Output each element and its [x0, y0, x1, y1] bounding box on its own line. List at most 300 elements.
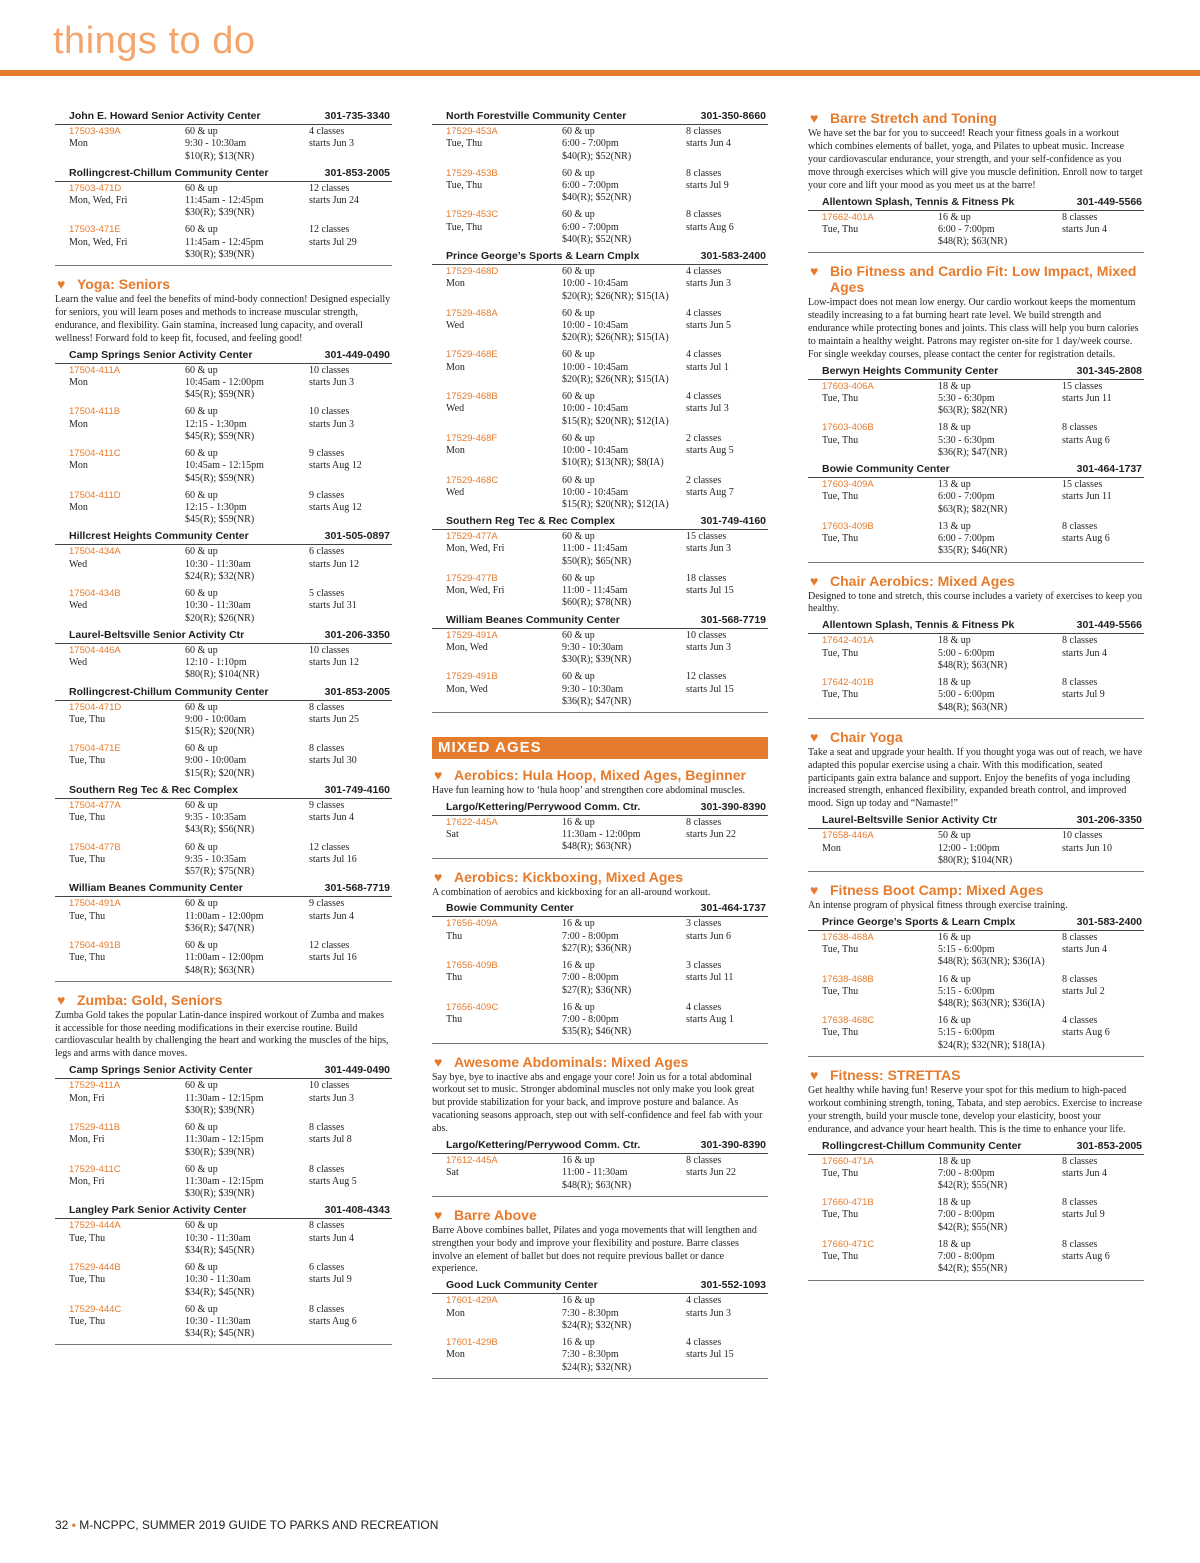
course-code: 17529-444B: [69, 1262, 121, 1273]
class-start: starts Aug 6: [686, 221, 734, 233]
class-fee: $63(R); $82(NR): [938, 503, 1008, 515]
class-code-days: [446, 391, 556, 416]
class-schedule: [309, 645, 399, 670]
class-count: 8 classes: [1062, 422, 1098, 434]
venue-block: [808, 619, 1144, 718]
class-days: Wed: [69, 600, 88, 612]
class-count: 4 classes: [686, 349, 722, 361]
class-details: [185, 702, 310, 739]
class-count: 4 classes: [1062, 1015, 1098, 1027]
class-start: starts Jul 15: [686, 1349, 734, 1361]
class-schedule: [309, 842, 399, 867]
class-row: [432, 959, 768, 1001]
class-details: [938, 381, 1063, 418]
venue-name: Langley Park Senior Activity Center: [69, 1204, 247, 1217]
class-details: [185, 1304, 310, 1341]
venue-block: [432, 1139, 768, 1197]
course-code: 17529-453B: [446, 167, 498, 179]
class-start: starts Jun 4: [1062, 647, 1107, 659]
class-details: [938, 1156, 1063, 1193]
age-range: 18 & up: [938, 1197, 971, 1209]
venue-block: [432, 515, 768, 613]
class-row: [808, 211, 1144, 253]
venue-phone: 301-505-0897: [324, 530, 390, 543]
course-code: 17642-401B: [822, 677, 874, 688]
class-time: 10:00 - 10:45am: [562, 403, 629, 415]
venue-header: [808, 619, 1144, 634]
class-start: starts Jun 10: [1062, 842, 1112, 854]
class-row: [432, 167, 768, 209]
class-count: 8 classes: [686, 167, 722, 179]
class-row: [55, 364, 392, 406]
class-row: [55, 1303, 392, 1345]
section: [432, 869, 768, 900]
section: [432, 1207, 768, 1277]
class-fee: $45(R); $59(NR): [185, 472, 255, 484]
class-time: 9:30 - 10:30am: [562, 683, 624, 695]
section-title-text: Awesome Abdominals: Mixed Ages: [454, 1053, 689, 1070]
class-schedule: [686, 168, 776, 193]
class-time: 10:00 - 10:45am: [562, 278, 629, 290]
venue-name: William Beanes Community Center: [446, 613, 620, 626]
age-range: 60 & up: [562, 391, 595, 403]
heart-icon: ♥: [810, 110, 819, 126]
class-row: [55, 125, 392, 167]
class-details: [185, 546, 310, 583]
class-start: starts Jun 3: [686, 543, 731, 555]
course-code: 17658-446A: [822, 830, 874, 842]
heart-icon: ♥: [810, 572, 819, 589]
class-row: [55, 447, 392, 489]
class-start: starts Jul 11: [686, 972, 734, 984]
venue-block: [55, 1064, 392, 1204]
class-row: [808, 1014, 1144, 1056]
venue-header: [808, 916, 1144, 931]
class-code-days: [822, 635, 932, 660]
heart-icon: ♥: [57, 276, 66, 293]
course-code: 17504-434A: [69, 546, 121, 558]
class-details: [562, 349, 687, 386]
class-time: 6:00 - 7:00pm: [562, 221, 619, 233]
age-range: 60 & up: [562, 629, 595, 641]
class-days: Tue, Thu: [446, 221, 483, 233]
class-count: 4 classes: [686, 1337, 722, 1349]
age-range: 60 & up: [562, 671, 595, 683]
age-range: 13 & up: [938, 520, 971, 532]
class-days: Tue, Thu: [69, 1232, 106, 1244]
class-fee: $36(R); $47(NR): [562, 695, 632, 707]
block-end-rule: [808, 562, 1144, 563]
class-row: [55, 489, 392, 531]
class-details: [562, 960, 687, 997]
class-schedule: [309, 588, 399, 613]
class-schedule: [309, 448, 399, 473]
section-title-text: Aerobics: Kickboxing, Mixed Ages: [454, 868, 683, 885]
course-code: 17529-444C: [69, 1303, 122, 1315]
venue-header: [808, 1140, 1144, 1155]
class-details: [562, 573, 687, 610]
course-code: 17504-411C: [69, 448, 121, 460]
block-end-rule: [808, 718, 1144, 719]
venue-block: [55, 629, 392, 686]
class-row: [808, 973, 1144, 1015]
class-code-days: [822, 479, 932, 504]
class-start: starts Jun 4: [1062, 944, 1107, 956]
class-row: [432, 670, 768, 712]
class-schedule: [309, 898, 399, 923]
class-schedule: [309, 406, 399, 431]
class-count: 10 classes: [309, 406, 350, 418]
age-range: 60 & up: [562, 266, 595, 278]
class-details: [938, 1197, 1063, 1234]
section-title: [808, 263, 1144, 295]
venue-phone: 301-464-1737: [1076, 463, 1142, 476]
class-code-days: [822, 1197, 932, 1222]
class-details: [938, 1239, 1063, 1276]
venue-header: [55, 882, 392, 897]
age-range: 60 & up: [185, 898, 218, 910]
section-title-text: Barre Above: [454, 1206, 537, 1223]
age-range: 60 & up: [562, 432, 595, 444]
class-count: 8 classes: [686, 816, 722, 828]
class-code-days: [69, 898, 179, 923]
class-start: starts Jun 4: [1062, 223, 1107, 235]
age-range: 18 & up: [938, 1155, 971, 1167]
class-row: [432, 1001, 768, 1043]
venue-header: [55, 110, 392, 125]
class-fee: $30(R); $39(NR): [185, 207, 255, 219]
class-details: [938, 677, 1063, 714]
class-time: 7:30 - 8:30pm: [562, 1307, 619, 1319]
section-description: Have fun learning how to ‘hula hoop’ and strengthen core abdominal muscles.: [432, 784, 746, 796]
class-code-days: [822, 521, 932, 546]
class-row: [808, 676, 1144, 718]
venue-header: [432, 110, 768, 125]
class-count: 8 classes: [1062, 520, 1098, 532]
class-schedule: [686, 671, 776, 696]
class-details: [185, 224, 310, 261]
section-description: A combination of aerobics and kickboxing for an all-around workout.: [432, 886, 711, 898]
venue-name: Largo/Kettering/Perrywood Comm. Ctr.: [446, 800, 641, 813]
class-code-days: [446, 126, 556, 151]
class-time: 11:00 - 11:30am: [562, 1167, 628, 1179]
class-schedule: [1062, 974, 1152, 999]
class-schedule: [309, 940, 399, 965]
class-code-days: [69, 588, 179, 613]
title-rule: [0, 70, 1200, 76]
class-fee: $24(R); $32(NR): [562, 1319, 632, 1331]
class-code-days: [69, 406, 179, 431]
section: [808, 110, 1144, 193]
class-time: 11:45am - 12:45pm: [185, 236, 264, 248]
class-start: starts Aug 12: [309, 502, 362, 514]
class-time: 9:35 - 10:35am: [185, 812, 247, 824]
class-days: Mon, Wed, Fri: [69, 194, 128, 206]
class-code-days: [69, 224, 179, 249]
class-time: 10:00 - 10:45am: [562, 445, 629, 457]
class-days: Mon, Fri: [69, 1175, 105, 1187]
class-code-days: [446, 1295, 556, 1320]
class-row: [432, 1294, 768, 1336]
column-3: [808, 110, 1144, 1281]
class-row: [808, 520, 1144, 562]
venue-phone: 301-583-2400: [700, 250, 766, 263]
class-row: [432, 265, 768, 307]
class-details: [185, 1164, 310, 1201]
class-start: starts Aug 6: [1062, 533, 1110, 545]
section: [432, 767, 768, 798]
venue-name: Berwyn Heights Community Center: [822, 364, 999, 377]
class-row: [55, 1219, 392, 1261]
section-title: [432, 767, 768, 783]
class-time: 11:00 - 11:45am: [562, 543, 628, 555]
class-fee: $48(R); $63(NR): [938, 659, 1008, 671]
class-count: 10 classes: [1062, 830, 1103, 842]
venue-block: [55, 882, 392, 981]
class-row: [55, 223, 392, 265]
course-code: 17503-439A: [69, 126, 121, 137]
class-count: 8 classes: [1062, 931, 1098, 943]
class-time: 9:00 - 10:00am: [185, 713, 247, 725]
venue-block: [432, 1279, 768, 1378]
course-code: 17603-409A: [822, 479, 874, 491]
heart-icon: ♥: [810, 728, 819, 745]
class-row: [808, 1238, 1144, 1280]
block-end-rule: [432, 1043, 768, 1044]
venue-header: [55, 1064, 392, 1079]
class-time: 9:30 - 10:30am: [185, 138, 247, 150]
course-code: 17529-468C: [446, 474, 499, 486]
class-start: starts Jun 4: [309, 910, 354, 922]
course-code: 17503-471D: [69, 182, 122, 194]
class-code-days: [69, 183, 179, 208]
course-code: 17529-468B: [446, 391, 498, 403]
venue-phone: 301-568-7719: [700, 613, 766, 626]
venue-phone: 301-206-3350: [1076, 814, 1142, 827]
class-days: Mon: [69, 460, 88, 472]
class-count: 15 classes: [1062, 479, 1103, 491]
class-fee: $30(R); $39(NR): [185, 1188, 255, 1200]
footer-bullet: •: [71, 1518, 76, 1532]
class-row: [432, 348, 768, 390]
class-details: [185, 1220, 310, 1257]
class-fee: $40(R); $52(NR): [562, 150, 632, 162]
class-schedule: [309, 743, 399, 768]
venue-phone: 301-853-2005: [324, 685, 390, 698]
age-range: 60 & up: [185, 546, 218, 558]
class-days: Tue, Thu: [822, 491, 859, 503]
class-details: [185, 448, 310, 485]
course-code: 17603-409B: [822, 520, 874, 532]
class-code-days: [69, 1304, 179, 1329]
class-row: [55, 1079, 392, 1121]
section-title-text: Fitness Boot Camp: Mixed Ages: [830, 881, 1044, 898]
class-row: [432, 432, 768, 474]
class-fee: $20(R); $26(NR); $15(IA): [562, 332, 669, 344]
class-fee: $48(R); $63(NR): [562, 1179, 632, 1191]
age-range: 60 & up: [562, 572, 595, 584]
age-range: 60 & up: [185, 448, 218, 460]
class-count: 8 classes: [309, 1220, 345, 1232]
course-code: 17622-445A: [446, 816, 498, 828]
course-code: 17603-406B: [822, 422, 874, 434]
age-range: 60 & up: [185, 1220, 218, 1232]
section: [808, 882, 1144, 913]
venue-header: [55, 167, 392, 182]
class-schedule: [309, 365, 399, 390]
class-time: 5:30 - 6:30pm: [938, 434, 995, 446]
section-description: Barre Above combines ballet, Pilates and yoga movements that will lengthen and strengthen your body and improve your flexibility and posture. Barre classes involve an element of ballet but does not require previous ballet or dance experience.: [432, 1224, 757, 1275]
class-details: [185, 645, 310, 682]
venue-phone: 301-568-7719: [324, 882, 390, 895]
class-row: [432, 530, 768, 572]
venue-block: [55, 110, 392, 167]
class-start: starts Jun 3: [309, 418, 354, 430]
section-description: Say bye, bye to inactive abs and engage your core! Join us for a total abdominal workout set to music. Stronger abdominal muscles not only make you look great but provide stabilization for your back, and improve posture and balance. As vacationing seasons approach, step out with self-confidence and feel fab with your abs.: [432, 1071, 763, 1135]
class-start: starts Jun 3: [309, 1092, 354, 1104]
venue-name: Bowie Community Center: [446, 902, 574, 915]
class-row: [55, 587, 392, 629]
age-range: 16 & up: [562, 960, 595, 972]
class-details: [562, 671, 687, 708]
class-start: starts Jun 4: [309, 1232, 354, 1244]
class-start: starts Jun 3: [686, 1307, 731, 1319]
class-time: 5:00 - 6:00pm: [938, 689, 995, 701]
class-start: starts Jul 8: [309, 1134, 352, 1146]
class-days: Thu: [446, 972, 463, 984]
class-time: 7:00 - 8:00pm: [562, 930, 619, 942]
class-count: 5 classes: [309, 588, 345, 600]
course-code: 17656-409C: [446, 1001, 499, 1013]
class-fee: $48(R); $63(NR); $36(IA): [938, 998, 1045, 1010]
class-code-days: [446, 209, 556, 234]
class-fee: $24(R); $32(NR); $18(IA): [938, 1039, 1045, 1051]
age-range: 16 & up: [562, 1001, 595, 1013]
class-code-days: [69, 1164, 179, 1189]
venue-name: Southern Reg Tec & Rec Complex: [69, 783, 239, 796]
column-1: [55, 110, 392, 1345]
class-time: 5:00 - 6:00pm: [938, 647, 995, 659]
venue-name: North Forestville Community Center: [446, 110, 627, 122]
class-days: Tue, Thu: [822, 689, 859, 701]
class-count: 8 classes: [1062, 1238, 1098, 1250]
block-end-rule: [432, 858, 768, 859]
venue-name: Camp Springs Senior Activity Center: [69, 1064, 253, 1077]
age-range: 60 & up: [185, 1303, 218, 1315]
class-count: 9 classes: [309, 898, 345, 910]
heart-icon: ♥: [434, 868, 443, 885]
course-code: 17660-471A: [822, 1155, 874, 1167]
class-details: [185, 1262, 310, 1299]
class-time: 12:15 - 1:30pm: [185, 502, 247, 514]
class-start: starts Jun 11: [1062, 393, 1112, 405]
class-schedule: [686, 126, 776, 151]
age-range: 16 & up: [938, 931, 971, 943]
class-days: Tue, Thu: [69, 713, 106, 725]
age-range: 60 & up: [185, 1080, 218, 1092]
venue-header: [432, 1279, 768, 1294]
venue-name: Laurel-Beltsville Senior Activity Ctr: [69, 628, 245, 641]
class-row: [432, 1154, 768, 1196]
class-days: Sat: [446, 1167, 459, 1179]
section-title: [808, 729, 1144, 745]
class-schedule: [686, 209, 776, 234]
course-code: 17638-468A: [822, 931, 874, 943]
class-days: Mon: [446, 1349, 465, 1361]
venue-header: [432, 515, 768, 530]
venue-header: [808, 365, 1144, 380]
age-range: 18 & up: [938, 1238, 971, 1250]
class-schedule: [686, 573, 776, 598]
age-range: 60 & up: [185, 701, 218, 713]
class-schedule: [686, 960, 776, 985]
class-row: [432, 917, 768, 959]
class-fee: $34(R); $45(NR): [185, 1244, 255, 1256]
class-start: starts Jun 24: [309, 194, 359, 206]
class-time: 6:00 - 7:00pm: [938, 223, 995, 235]
venue-header: [55, 530, 392, 545]
class-row: [55, 182, 392, 224]
class-row: [55, 1261, 392, 1303]
section-title-text: Zumba: Gold, Seniors: [77, 991, 223, 1008]
class-start: starts Jul 30: [309, 755, 357, 767]
heart-icon: ♥: [810, 263, 819, 280]
class-fee: $57(R); $75(NR): [185, 866, 255, 878]
class-code-days: [822, 1015, 932, 1040]
class-days: Tue, Thu: [822, 393, 859, 405]
venue-name: Allentown Splash, Tennis & Fitness Pk: [822, 619, 1015, 632]
class-details: [562, 1295, 687, 1332]
class-schedule: [309, 1304, 399, 1329]
class-count: 8 classes: [1062, 973, 1098, 985]
class-time: 10:30 - 11:30am: [185, 1274, 251, 1286]
venue-name: Rollingcrest-Chillum Community Center: [69, 166, 269, 179]
class-fee: $10(R); $13(NR); $8(IA): [562, 457, 664, 469]
class-days: Mon: [446, 361, 465, 373]
heart-icon: ♥: [434, 1206, 443, 1223]
class-details: [938, 635, 1063, 672]
class-count: 8 classes: [1062, 211, 1098, 223]
class-details: [185, 588, 310, 625]
class-days: Tue, Thu: [69, 952, 106, 964]
section-title-text: Chair Aerobics: Mixed Ages: [830, 572, 1015, 589]
class-row: [55, 701, 392, 743]
class-fee: $30(R); $39(NR): [185, 248, 255, 260]
class-count: 8 classes: [686, 1155, 722, 1167]
section-title-text: Fitness: STRETTAS: [830, 1066, 961, 1083]
class-fee: $36(R); $47(NR): [185, 922, 255, 934]
class-time: 12:10 - 1:10pm: [185, 657, 247, 669]
course-code: 17529-444A: [69, 1220, 121, 1232]
venue-block: [432, 902, 768, 1043]
course-code: 17503-471E: [69, 224, 121, 236]
class-time: 9:00 - 10:00am: [185, 755, 247, 767]
venue-block: [808, 916, 1144, 1057]
class-count: 12 classes: [309, 182, 350, 194]
venue-block: [432, 250, 768, 515]
age-range: 60 & up: [185, 224, 218, 236]
class-days: Mon, Wed: [446, 683, 488, 695]
venue-phone: 301-853-2005: [1076, 1139, 1142, 1152]
section-description: Learn the value and feel the benefits of mind-body connection! Designed especially for seniors, you will learn poses and methods to increase muscular strength, endurance, and flexibility. Gain stamina, increased lung capacity, and overall wellness! Forward fold to keep fit, focused, and feeling good!: [55, 294, 391, 344]
class-row: [55, 939, 392, 981]
class-start: starts Jul 16: [309, 853, 357, 865]
class-days: Mon, Wed, Fri: [69, 236, 128, 248]
class-row: [808, 380, 1144, 422]
class-days: Tue, Thu: [69, 1274, 106, 1286]
section-description: We have set the bar for you to succeed! Reach your fitness goals in a workout which combines elements of ballet, yoga, and Pilates to upbeat music. Increase your cardiovascular endurance, your strength, and your self-confidence as you move through exercises which will give you muscle definition. Enroll now to target your core and lift your mood as you meet us at the barre!: [808, 128, 1143, 191]
class-days: Mon: [69, 138, 88, 150]
